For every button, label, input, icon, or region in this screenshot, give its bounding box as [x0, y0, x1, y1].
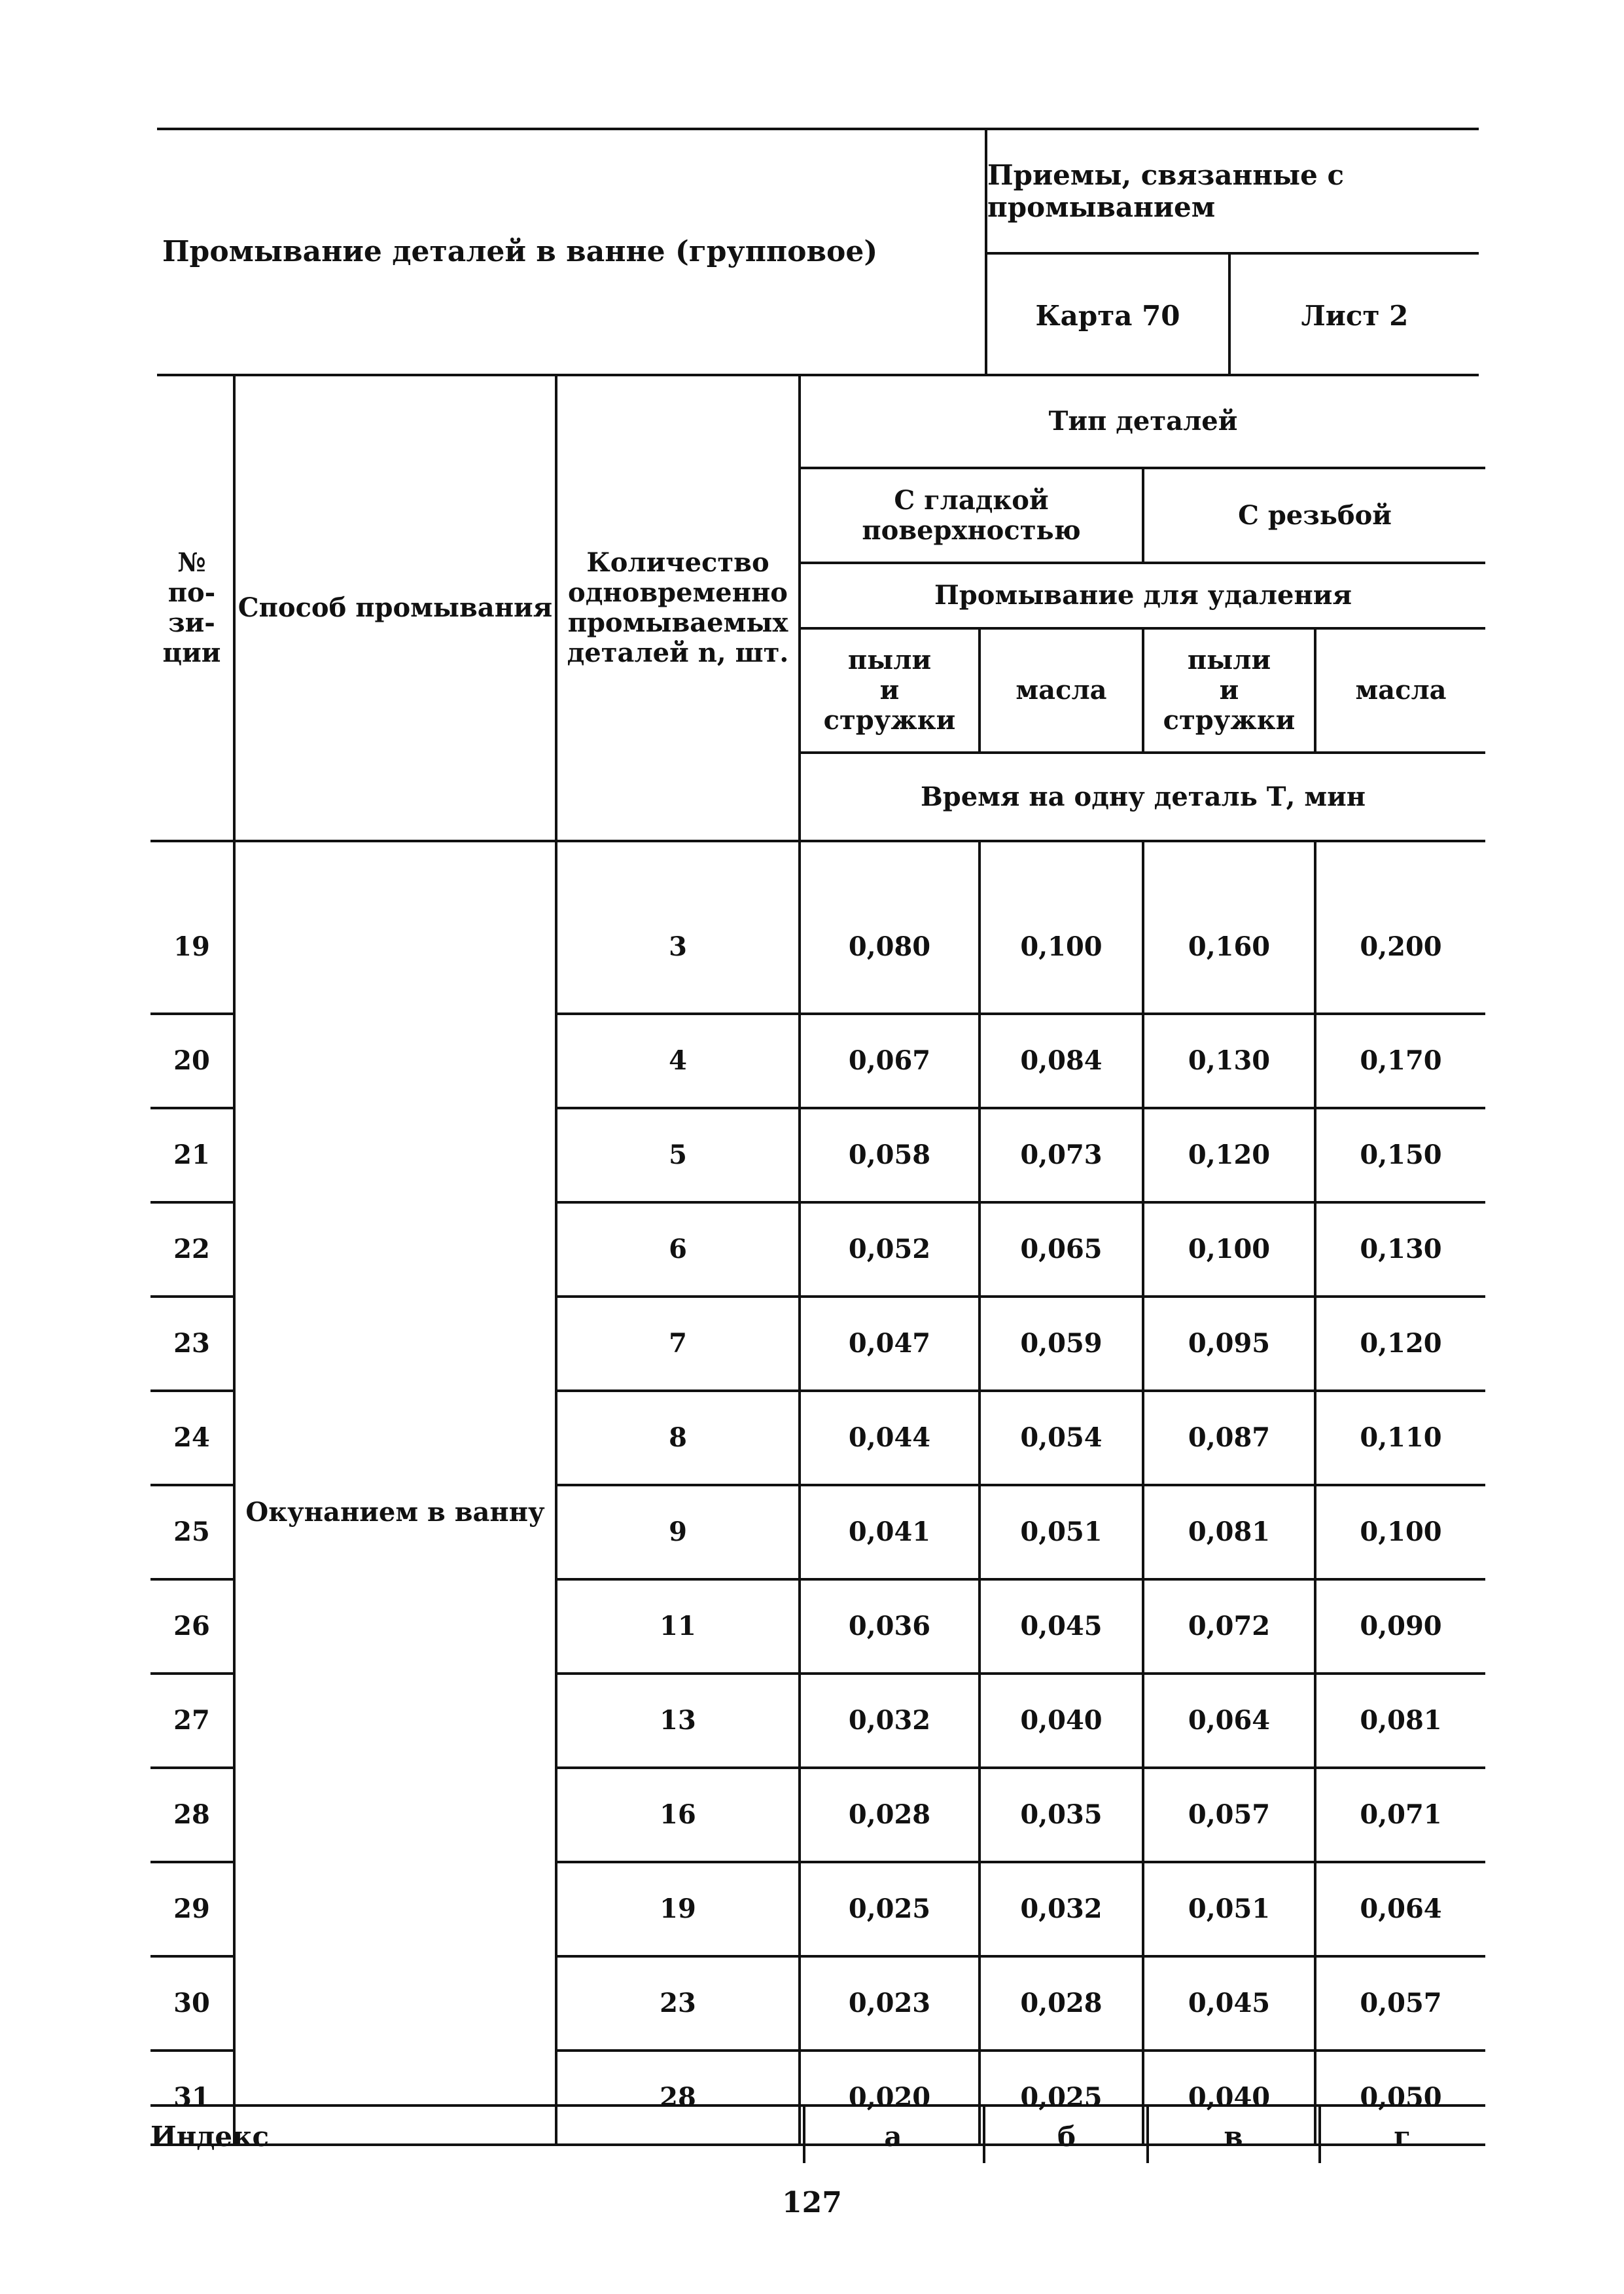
time-threaded-dust: 0,072 — [1143, 1579, 1315, 1674]
card-sheet-row — [987, 255, 1479, 376]
time-threaded-oil: 0,120 — [1315, 1297, 1485, 1391]
norms-table — [150, 376, 1485, 2146]
position-number: 29 — [150, 1862, 234, 1956]
quantity-cell: 3 — [556, 841, 800, 1014]
dust-header-line: и — [879, 675, 900, 706]
time-smooth-oil: 0,084 — [980, 1014, 1143, 1108]
card-number: Карта 70 — [987, 255, 1231, 376]
time-smooth-oil: 0,065 — [980, 1202, 1143, 1297]
method-header — [234, 376, 556, 841]
quantity-header-line: промываемых — [567, 607, 788, 638]
dust-header-line: стружки — [823, 705, 956, 736]
time-threaded-oil: 0,200 — [1315, 841, 1485, 1014]
time-smooth-dust: 0,041 — [800, 1485, 980, 1579]
method-cell: Окунанием в ванну — [234, 841, 556, 2145]
footer-divider — [150, 2104, 1485, 2107]
time-smooth-dust: 0,025 — [800, 1862, 980, 1956]
document-title: Промывание деталей в ванне (групповое) — [162, 235, 878, 268]
position-number: 27 — [150, 1674, 234, 1768]
dust-header-line: пыли — [1187, 645, 1271, 675]
index-label: Индекс — [150, 2121, 270, 2153]
quantity-cell: 9 — [556, 1485, 800, 1579]
position-header-line: ции — [162, 637, 221, 668]
time-threaded-oil: 0,071 — [1315, 1768, 1485, 1862]
smooth-header-line: поверхностью — [862, 514, 1081, 546]
time-smooth-dust: 0,067 — [800, 1014, 980, 1108]
time-threaded-dust: 0,045 — [1143, 1956, 1315, 2051]
time-threaded-dust: 0,051 — [1143, 1862, 1315, 1956]
time-smooth-oil: 0,028 — [980, 1956, 1143, 2051]
time-threaded-dust: 0,081 — [1143, 1485, 1315, 1579]
position-header-line: № — [177, 547, 206, 578]
time-smooth-oil: 0,059 — [980, 1297, 1143, 1391]
time-smooth-dust: 0,023 — [800, 1956, 980, 2051]
time-threaded-dust: 0,160 — [1143, 841, 1315, 1014]
position-number: 21 — [150, 1108, 234, 1202]
time-smooth-dust: 0,047 — [800, 1297, 980, 1391]
time-smooth-dust: 0,058 — [800, 1108, 980, 1202]
index-g: г — [1394, 2121, 1411, 2153]
dust-header-line: пыли — [847, 645, 932, 675]
time-smooth-dust: 0,028 — [800, 1768, 980, 1862]
time-smooth-dust: 0,032 — [800, 1674, 980, 1768]
time-smooth-oil: 0,051 — [980, 1485, 1143, 1579]
index-separator — [803, 2104, 805, 2163]
time-threaded-oil: 0,110 — [1315, 1391, 1485, 1485]
position-number: 25 — [150, 1485, 234, 1579]
time-smooth-oil: 0,054 — [980, 1391, 1143, 1485]
position-header-line: зи- — [168, 607, 215, 638]
index-a: а — [884, 2121, 902, 2153]
sheet-number: Лист 2 — [1301, 299, 1409, 332]
removal-header: Промывание для удаления — [800, 563, 1485, 628]
time-header: Время на одну деталь Т, мин — [800, 753, 1485, 841]
position-number: 24 — [150, 1391, 234, 1485]
time-threaded-oil: 0,130 — [1315, 1202, 1485, 1297]
position-header — [150, 376, 234, 841]
method-header-label: Способ промывания — [238, 592, 553, 623]
quantity-cell: 6 — [556, 1202, 800, 1297]
header-right-block — [985, 130, 1479, 374]
time-smooth-oil: 0,040 — [980, 1674, 1143, 1768]
position-number: 19 — [150, 841, 234, 1014]
threaded-header: С резьбой — [1143, 468, 1485, 563]
oil-header-smooth: масла — [980, 628, 1143, 753]
smooth-surface-header — [800, 468, 1143, 563]
time-smooth-dust: 0,044 — [800, 1391, 980, 1485]
table-header — [150, 376, 1485, 841]
quantity-cell: 7 — [556, 1297, 800, 1391]
table-row — [150, 841, 1485, 1014]
position-number: 20 — [150, 1014, 234, 1108]
time-threaded-oil: 0,100 — [1315, 1485, 1485, 1579]
position-header-line: по- — [168, 577, 216, 608]
dust-header-line: стружки — [1163, 705, 1296, 736]
index-v: в — [1224, 2121, 1243, 2153]
page-number: 127 — [782, 2186, 842, 2219]
quantity-cell: 11 — [556, 1579, 800, 1674]
time-threaded-dust: 0,040 — [1143, 2051, 1315, 2145]
part-type-header: Тип деталей — [800, 376, 1485, 468]
position-number: 23 — [150, 1297, 234, 1391]
card-header — [157, 128, 1479, 376]
quantity-header-line: деталей n, шт. — [567, 637, 789, 668]
time-smooth-oil: 0,025 — [980, 2051, 1143, 2145]
section-title: Приемы, связанные с промыванием — [987, 130, 1479, 255]
table-body — [150, 841, 1485, 2145]
position-number: 30 — [150, 1956, 234, 2051]
quantity-cell: 8 — [556, 1391, 800, 1485]
smooth-header-line: С гладкой — [894, 484, 1049, 516]
position-number: 28 — [150, 1768, 234, 1862]
quantity-cell: 23 — [556, 1956, 800, 2051]
time-threaded-dust: 0,120 — [1143, 1108, 1315, 1202]
oil-header-threaded: масла — [1315, 628, 1485, 753]
quantity-header-line: одновременно — [568, 577, 788, 608]
position-number: 26 — [150, 1579, 234, 1674]
position-number: 22 — [150, 1202, 234, 1297]
time-threaded-oil: 0,081 — [1315, 1674, 1485, 1768]
time-threaded-dust: 0,095 — [1143, 1297, 1315, 1391]
time-threaded-oil: 0,064 — [1315, 1862, 1485, 1956]
time-threaded-dust: 0,100 — [1143, 1202, 1315, 1297]
time-threaded-dust: 0,130 — [1143, 1014, 1315, 1108]
quantity-cell: 19 — [556, 1862, 800, 1956]
quantity-cell: 4 — [556, 1014, 800, 1108]
position-number: 31 — [150, 2051, 234, 2145]
time-smooth-oil: 0,073 — [980, 1108, 1143, 1202]
time-threaded-oil: 0,057 — [1315, 1956, 1485, 2051]
index-b: б — [1057, 2121, 1076, 2153]
time-smooth-oil: 0,045 — [980, 1579, 1143, 1674]
time-threaded-dust: 0,064 — [1143, 1674, 1315, 1768]
quantity-cell: 28 — [556, 2051, 800, 2145]
quantity-header-line: Количество — [586, 547, 769, 578]
time-smooth-oil: 0,100 — [980, 841, 1143, 1014]
time-threaded-oil: 0,050 — [1315, 2051, 1485, 2145]
dust-header-threaded — [1143, 628, 1315, 753]
time-threaded-dust: 0,057 — [1143, 1768, 1315, 1862]
time-smooth-dust: 0,036 — [800, 1579, 980, 1674]
time-threaded-oil: 0,090 — [1315, 1579, 1485, 1674]
quantity-cell: 13 — [556, 1674, 800, 1768]
quantity-cell: 5 — [556, 1108, 800, 1202]
time-smooth-dust: 0,080 — [800, 841, 980, 1014]
time-smooth-oil: 0,035 — [980, 1768, 1143, 1862]
quantity-header — [556, 376, 800, 841]
time-smooth-dust: 0,052 — [800, 1202, 980, 1297]
time-threaded-dust: 0,087 — [1143, 1391, 1315, 1485]
dust-header-smooth — [800, 628, 980, 753]
time-threaded-oil: 0,150 — [1315, 1108, 1485, 1202]
time-smooth-oil: 0,032 — [980, 1862, 1143, 1956]
quantity-cell: 16 — [556, 1768, 800, 1862]
time-threaded-oil: 0,170 — [1315, 1014, 1485, 1108]
time-smooth-dust: 0,020 — [800, 2051, 980, 2145]
dust-header-line: и — [1219, 675, 1239, 706]
